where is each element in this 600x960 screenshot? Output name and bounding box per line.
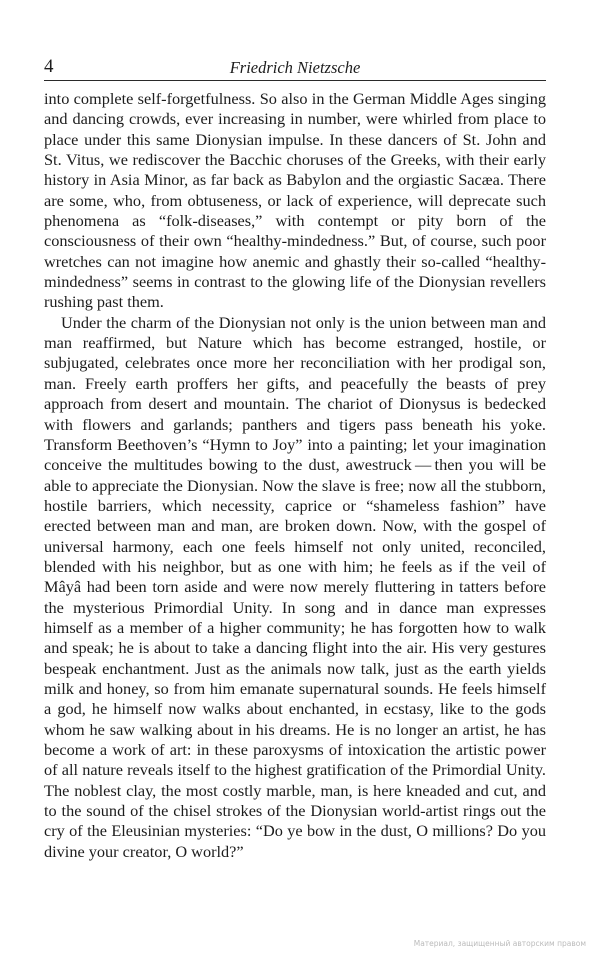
page-number: 4	[44, 56, 54, 77]
body-text	[44, 89, 546, 862]
paragraph-continuation: into complete self-forgetfulness. So also in the German Middle Ages singing and dancing crowds, ever increasing in number, were whirled from place to place under this same Dionysian impulse. In these dancers of St. John and St. Vitus, we rediscover the Bacchic choruses of the Greeks, with their early history in Asia Minor, as far back as Babylon and the orgiastic Sacæa. There are some, who, from obtuseness, or lack of experience, will deprecate such phenomena as “folk-diseases,” with contempt or pity born of the consciousness of their own “healthy-mindedness.” But, of course, such poor wretches can not imagine how anemic and ghastly their so-called “healthy-mindedness” seems in contrast to the glowing life of the Dionysian revellers rushing past them.	[44, 89, 546, 312]
paragraph: Under the charm of the Dionysian not only is the union between man and man reaffirmed, but Nature which has become estranged, hostile, or subjugated, celebrates once more her reconciliation with her prodigal son, man. Freely earth proffers her gifts, and peacefully the beasts of prey approach from desert and mountain. The chariot of Dionysus is bedecked with flowers and garlands; panthers and tigers pass beneath his yoke. Transform Beethoven’s “Hymn to Joy” into a painting; let your imagination conceive the multitudes bowing to the dust, awestruck — then you will be able to appreciate the Dionysian. Now the slave is free; now all the stubborn, hostile barriers, which necessity, caprice or “shameless fashion” have erected between man and man, are broken down. Now, with the gospel of universal harmony, each one feels himself not only united, reconciled, blended with his neighbor, but as one with him; he feels as if the veil of Mâyâ had been torn aside and were now merely fluttering in tatters before the mysterious Primordial Unity. In song and in dance man expresses himself as a member of a higher community; he has forgotten how to walk and speak; he is about to take a dancing flight into the air. His very gestures bespeak enchantment. Just as the animals now talk, just as the earth yields milk and honey, so from him emanate supernatural sounds. He feels himself a god, he himself now walks about enchanted, in ecstasy, like to the gods whom he saw walking about in his dreams. He is no longer an artist, he has become a work of art: in these paroxysms of intoxication the artistic power of all nature reveals itself to the highest gratification of the Primordial Unity. The noblest clay, the most costly marble, man, is here kneaded and cut, and to the sound of the chisel strokes of the Dionysian world-artist rings out the cry of the Eleusinian mysteries: “Do ye bow in the dust, O millions? Do you divine your creator, O world?”	[44, 312, 546, 861]
running-head: Friedrich Nietzsche	[229, 58, 361, 77]
page-header	[44, 56, 546, 81]
copyright-watermark: Материал, защищенный авторским правом	[413, 939, 586, 948]
